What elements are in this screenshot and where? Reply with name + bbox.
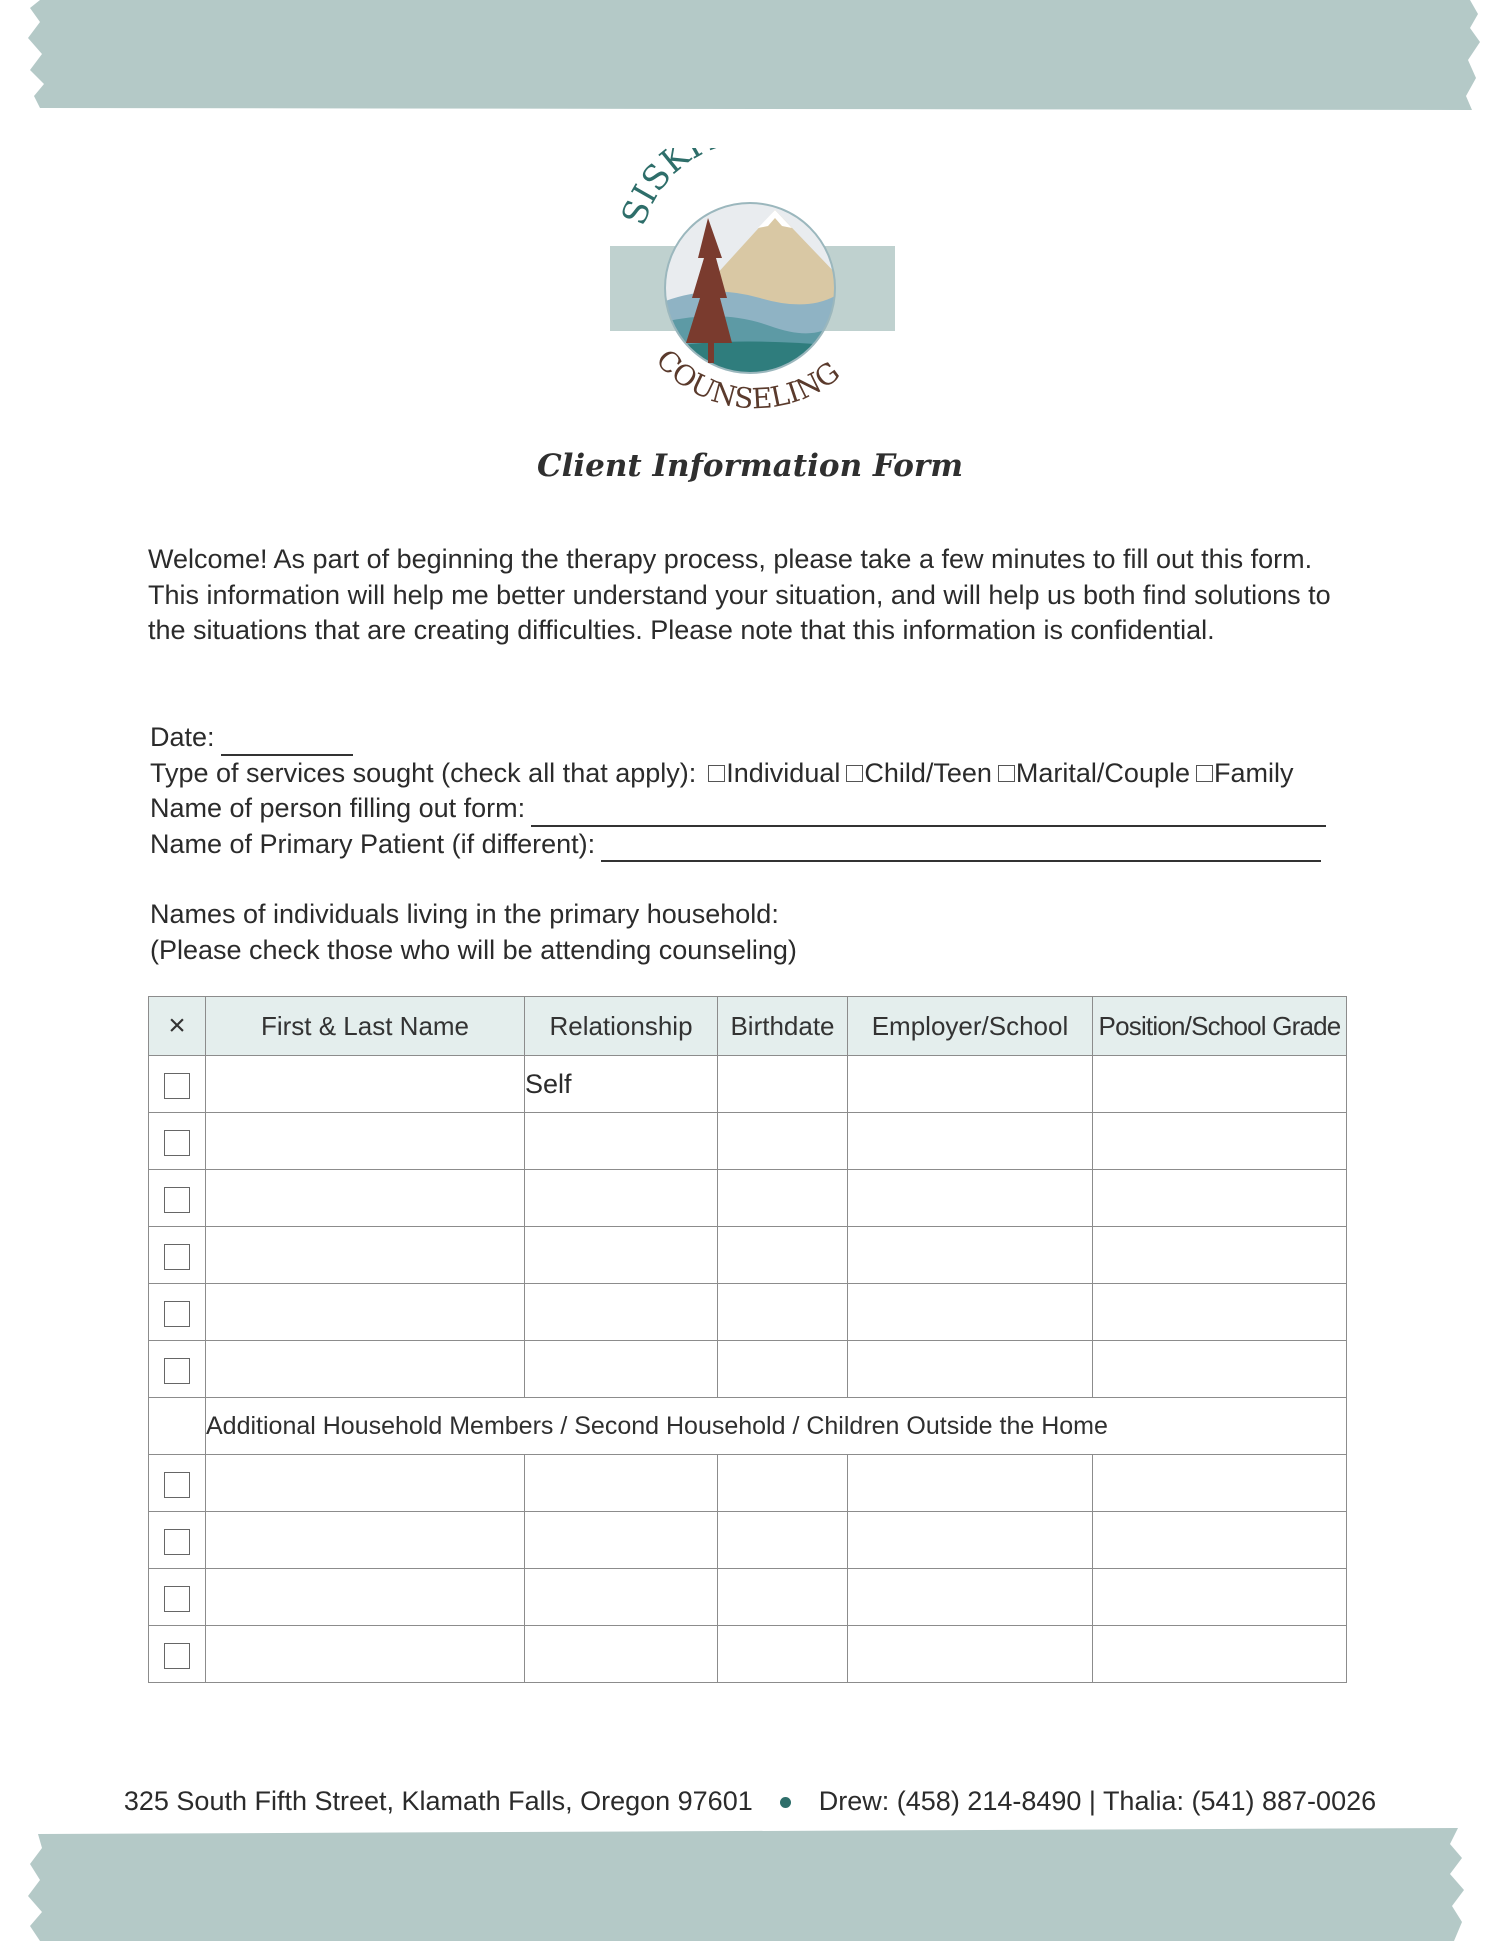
attending-checkbox[interactable]	[164, 1586, 190, 1612]
check-cell[interactable]	[149, 1113, 206, 1170]
checkbox[interactable]	[708, 765, 725, 782]
patient-field[interactable]	[601, 834, 1321, 862]
table-row	[149, 1626, 1347, 1683]
name-cell[interactable]	[206, 1626, 525, 1683]
position-cell[interactable]	[1093, 1341, 1347, 1398]
check-cell[interactable]	[149, 1569, 206, 1626]
position-cell[interactable]	[1093, 1056, 1347, 1113]
person-field[interactable]	[531, 799, 1326, 827]
table-row	[149, 1455, 1347, 1512]
relationship-cell[interactable]	[525, 1512, 718, 1569]
birthdate-cell[interactable]	[718, 1512, 848, 1569]
employer-cell[interactable]	[848, 1569, 1093, 1626]
patient-row	[150, 827, 1350, 863]
person-row	[150, 791, 1350, 827]
name-cell[interactable]	[206, 1512, 525, 1569]
relationship-cell[interactable]	[525, 1113, 718, 1170]
logo-text-top: SISK	[614, 148, 698, 231]
column-header-position: Position/School Grade	[1093, 997, 1347, 1056]
service-option-marital-couple[interactable]	[998, 756, 1190, 792]
birthdate-cell[interactable]	[718, 1569, 848, 1626]
checkbox[interactable]	[1196, 765, 1213, 782]
birthdate-cell[interactable]	[718, 1056, 848, 1113]
check-cell[interactable]	[149, 1626, 206, 1683]
check-cell[interactable]	[149, 1170, 206, 1227]
attending-checkbox[interactable]	[164, 1301, 190, 1327]
table-row	[149, 1284, 1347, 1341]
check-cell[interactable]	[149, 1284, 206, 1341]
service-option-label: Child/Teen	[864, 757, 992, 788]
date-row	[150, 720, 1350, 756]
relationship-cell[interactable]	[525, 1341, 718, 1398]
relationship-cell[interactable]	[525, 1626, 718, 1683]
column-header-name: First & Last Name	[206, 997, 525, 1056]
relationship-cell[interactable]	[525, 1455, 718, 1512]
name-cell[interactable]	[206, 1113, 525, 1170]
footer-address: 325 South Fifth Street, Klamath Falls, Oregon 97601	[123, 1786, 753, 1816]
table-row	[149, 1512, 1347, 1569]
birthdate-cell[interactable]	[718, 1455, 848, 1512]
employer-cell[interactable]	[848, 1626, 1093, 1683]
form-fields	[150, 720, 1350, 862]
relationship-cell[interactable]	[525, 1569, 718, 1626]
household-instructions	[150, 897, 797, 968]
table-row	[149, 1113, 1347, 1170]
employer-cell[interactable]	[848, 1113, 1093, 1170]
checkbox[interactable]	[846, 765, 863, 782]
attending-column-header: ×	[149, 997, 206, 1056]
brush-stroke-bottom	[0, 1828, 1500, 1941]
employer-cell[interactable]	[848, 1227, 1093, 1284]
service-option-child-teen[interactable]	[846, 756, 992, 792]
table-section-row	[149, 1398, 1347, 1455]
position-cell[interactable]	[1093, 1170, 1347, 1227]
footer-phone-numbers: Drew: (458) 214-8490 | Thalia: (541) 887-0026	[818, 1786, 1377, 1816]
section-label: Additional Household Members / Second Household / Children Outside the Home	[206, 1398, 1347, 1455]
attending-checkbox[interactable]	[164, 1073, 190, 1099]
relationship-cell[interactable]: Self	[525, 1056, 718, 1113]
attending-checkbox[interactable]	[164, 1529, 190, 1555]
birthdate-cell[interactable]	[718, 1113, 848, 1170]
table-row	[149, 1170, 1347, 1227]
position-cell[interactable]	[1093, 1284, 1347, 1341]
checkbox[interactable]	[998, 765, 1015, 782]
table-row	[149, 1569, 1347, 1626]
siskiyou-counseling-logo	[600, 148, 900, 423]
logo-graphic	[600, 148, 900, 423]
service-option-individual[interactable]	[708, 756, 840, 792]
brush-stroke-top	[0, 0, 1500, 112]
name-cell[interactable]	[206, 1227, 525, 1284]
attending-checkbox[interactable]	[164, 1472, 190, 1498]
section-spacer-cell	[149, 1398, 206, 1455]
household-line-1: Names of individuals living in the primary household:	[150, 899, 779, 929]
top-banner	[0, 0, 1500, 112]
position-cell[interactable]	[1093, 1227, 1347, 1284]
service-option-label: Individual	[726, 757, 841, 788]
check-cell[interactable]	[149, 1455, 206, 1512]
column-header-employer: Employer/School	[848, 997, 1093, 1056]
attending-checkbox[interactable]	[164, 1358, 190, 1384]
service-option-family[interactable]	[1196, 756, 1294, 792]
position-cell[interactable]	[1093, 1512, 1347, 1569]
attending-checkbox[interactable]	[164, 1244, 190, 1270]
service-option-label: Family	[1214, 757, 1294, 788]
employer-cell[interactable]	[848, 1512, 1093, 1569]
birthdate-cell[interactable]	[718, 1626, 848, 1683]
footer-contact	[0, 1786, 1500, 1817]
check-cell[interactable]	[149, 1341, 206, 1398]
relationship-cell[interactable]	[525, 1284, 718, 1341]
relationship-cell[interactable]	[525, 1227, 718, 1284]
services-row	[150, 756, 1350, 792]
name-cell[interactable]	[206, 1284, 525, 1341]
household-table	[148, 996, 1347, 1683]
column-header-birthdate: Birthdate	[718, 997, 848, 1056]
birthdate-cell[interactable]	[718, 1284, 848, 1341]
household-line-2: (Please check those who will be attending counseling)	[150, 934, 797, 965]
form-title: Client Information Form	[536, 448, 964, 484]
attending-checkbox[interactable]	[164, 1130, 190, 1156]
table-header-row	[149, 997, 1347, 1056]
services-label: Type of services sought (check all that apply):	[150, 757, 697, 788]
employer-cell[interactable]	[848, 1170, 1093, 1227]
attending-checkbox[interactable]	[164, 1187, 190, 1213]
position-cell[interactable]	[1093, 1569, 1347, 1626]
table-row	[149, 1227, 1347, 1284]
date-label: Date:	[150, 722, 215, 752]
employer-cell[interactable]	[848, 1455, 1093, 1512]
position-cell[interactable]	[1093, 1455, 1347, 1512]
attending-checkbox[interactable]	[164, 1643, 190, 1669]
bottom-banner	[0, 1828, 1500, 1941]
date-field[interactable]	[221, 728, 353, 756]
check-cell[interactable]	[149, 1512, 206, 1569]
employer-cell[interactable]	[848, 1056, 1093, 1113]
person-label: Name of person filling out form:	[150, 793, 526, 823]
name-cell[interactable]	[206, 1455, 525, 1512]
name-cell[interactable]	[206, 1170, 525, 1227]
birthdate-cell[interactable]	[718, 1227, 848, 1284]
check-cell[interactable]	[149, 1227, 206, 1284]
name-cell[interactable]	[206, 1341, 525, 1398]
position-cell[interactable]	[1093, 1626, 1347, 1683]
bullet-dot-icon	[780, 1797, 791, 1808]
name-cell[interactable]	[206, 1056, 525, 1113]
intro-paragraph: Welcome! As part of beginning the therapy process, please take a few minutes to fill out this form. This information will help me better understand your situation, and will help us both find solutions to the situations that are creating difficulties. Please note that this information is confidential.	[148, 544, 1331, 645]
check-cell[interactable]	[149, 1056, 206, 1113]
table-row	[149, 1341, 1347, 1398]
service-option-label: Marital/Couple	[1015, 757, 1190, 788]
employer-cell[interactable]	[848, 1284, 1093, 1341]
name-cell[interactable]	[206, 1569, 525, 1626]
table-row	[149, 1056, 1347, 1113]
logo-text-bottom: COUNSELING	[649, 342, 846, 416]
birthdate-cell[interactable]	[718, 1170, 848, 1227]
patient-label: Name of Primary Patient (if different):	[150, 828, 596, 859]
position-cell[interactable]	[1093, 1113, 1347, 1170]
birthdate-cell[interactable]	[718, 1341, 848, 1398]
relationship-cell[interactable]	[525, 1170, 718, 1227]
employer-cell[interactable]	[848, 1341, 1093, 1398]
column-header-relationship: Relationship	[525, 997, 718, 1056]
